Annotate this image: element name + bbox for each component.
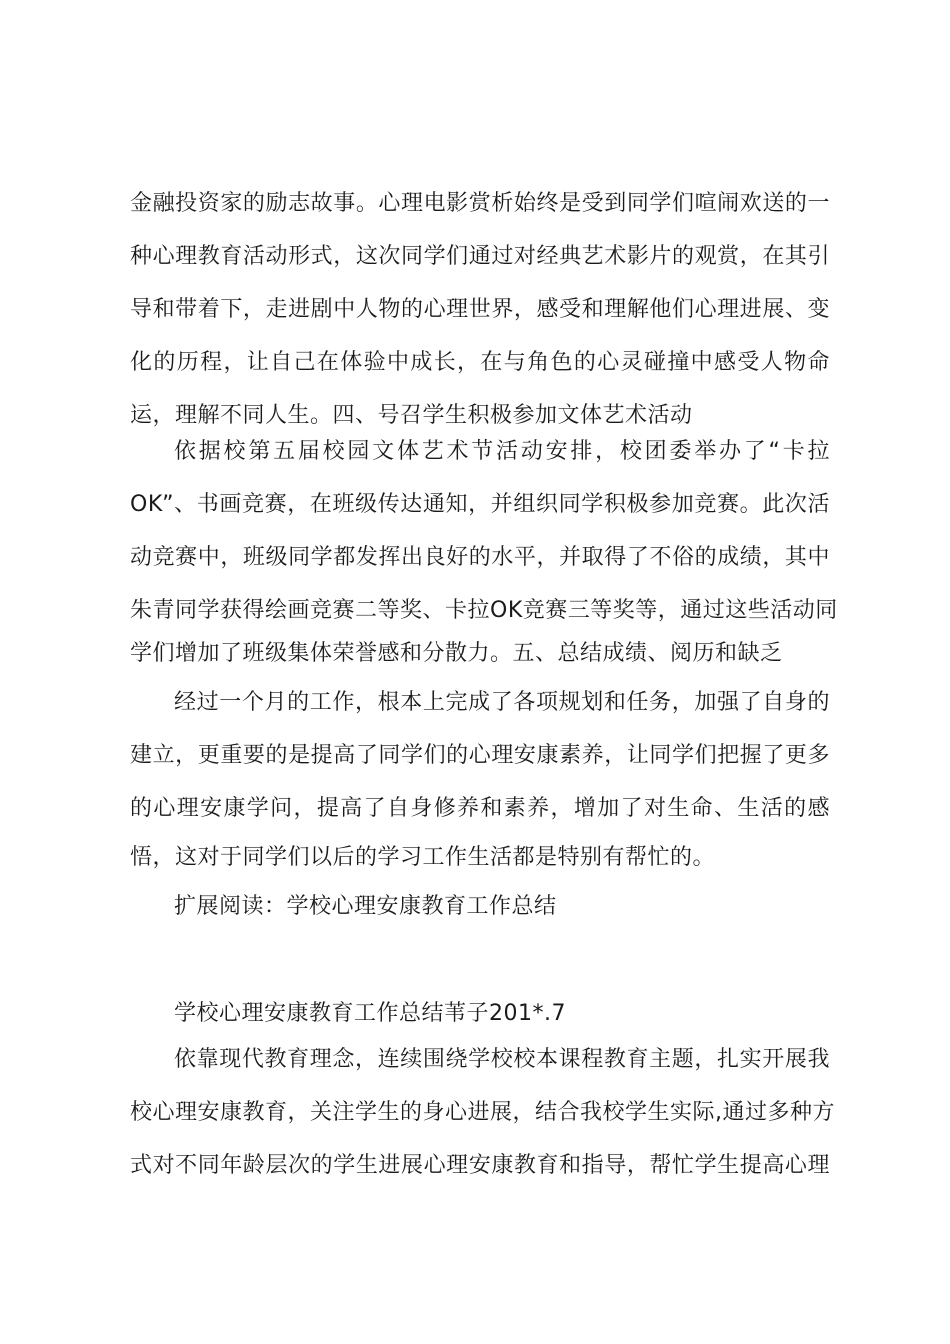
text-line: 种心理教育活动形式，这次同学们通过对经典艺术影片的观赏，在其引 bbox=[130, 244, 830, 269]
text-line: 学们增加了班级集体荣誉感和分散力。五、总结成绩、阅历和缺乏 bbox=[130, 641, 783, 666]
text-line: 运，理解不同人生。四、号召学生积极参加文体艺术活动 bbox=[130, 403, 693, 428]
text-line: 动竞赛中，班级同学都发挥出良好的水平，并取得了不俗的成绩，其中 bbox=[130, 545, 830, 570]
text-line: 依据校第五届校园文体艺术节活动安排，校团委举办了“卡拉 bbox=[174, 439, 830, 464]
text-line: OK”、书画竞赛，在班级传达通知，并组织同学积极参加竞赛。此次活 bbox=[130, 492, 830, 517]
text-line: 式对不同年龄层次的学生进展心理安康教育和指导，帮忙学生提高心理 bbox=[130, 1153, 830, 1178]
text-line: 依靠现代教育理念，连续围绕学校校本课程教育主题，扎实开展我 bbox=[174, 1047, 830, 1072]
text-line: 朱青同学获得绘画竞赛二等奖、卡拉OK竞赛三等奖等，通过这些活动同 bbox=[130, 598, 838, 623]
text-line: 导和带着下，走进剧中人物的心理世界，感受和理解他们心理进展、变 bbox=[130, 297, 830, 322]
section-heading: 学校心理安康教育工作总结苇子201*.7 bbox=[174, 1001, 566, 1026]
text-line: 经过一个月的工作，根本上完成了各项规划和任务，加强了自身的 bbox=[174, 690, 830, 715]
text-line: 建立，更重要的是提高了同学们的心理安康素养，让同学们把握了更多 bbox=[130, 743, 830, 768]
text-line: 金融投资家的励志故事。心理电影赏析始终是受到同学们喧闹欢送的一 bbox=[130, 191, 830, 216]
text-line: 校心理安康教育，关注学生的身心进展，结合我校学生实际,通过多种方 bbox=[130, 1100, 835, 1125]
text-line: 化的历程，让自己在体验中成长，在与角色的心灵碰撞中感受人物命 bbox=[130, 350, 830, 375]
text-line: 悟，这对于同学们以后的学习工作生活都是特别有帮忙的。 bbox=[130, 845, 716, 870]
text-line: 的心理安康学问，提高了自身修养和素养，增加了对生命、生活的感 bbox=[130, 796, 830, 821]
section-heading: 扩展阅读：学校心理安康教育工作总结 bbox=[174, 894, 557, 919]
